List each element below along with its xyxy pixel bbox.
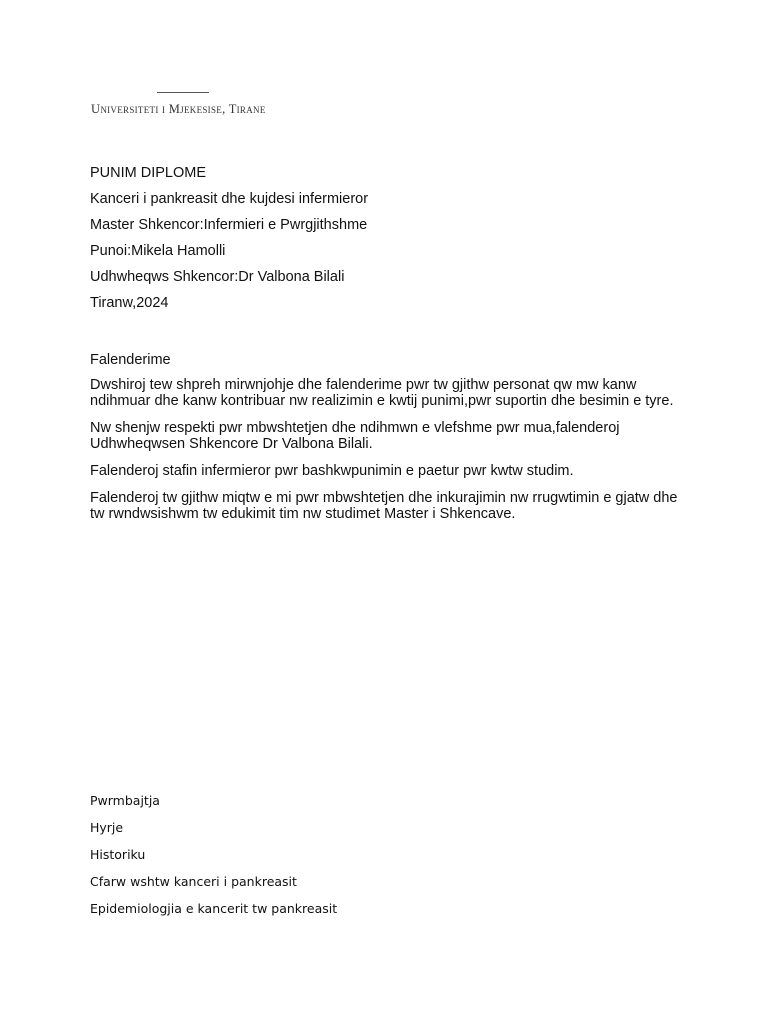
acknowledgements-heading: Falenderime	[90, 352, 171, 368]
toc-item: Historiku	[90, 847, 146, 862]
table-of-contents	[90, 787, 337, 922]
author: Punoi:Mikela Hamolli	[90, 243, 226, 259]
toc-item: Cfarw wshtw kanceri i pankreasit	[90, 874, 297, 889]
acknowledgement-paragraph: Dwshiroj tew shpreh mirwnjohje dhe falenderime pwr tw gjithw personat qw mw kanw ndihmuar dhe kanw kontribuar nw realizimin e kwtij punimi,pwr suportin dhe besimin e tyre.	[90, 377, 674, 409]
place-year: Tiranw,2024	[90, 295, 169, 311]
acknowledgement-paragraph: Nw shenjw respekti pwr mbwshtetjen dhe ndihmwn e vlefshme pwr mua,falenderoj Udhwheqwsen Shkencore Dr Valbona Bilali.	[90, 420, 620, 452]
toc-heading: Pwrmbajtja	[90, 793, 160, 808]
thesis-title: Kanceri i pankreasit dhe kujdesi infermieror	[90, 191, 369, 207]
university-logo	[91, 92, 281, 118]
degree-program: Master Shkencor:Infermieri e Pwrgjithshme	[90, 217, 368, 233]
toc-item: Hyrje	[90, 820, 124, 835]
cover-title-block	[90, 160, 690, 316]
acknowledgement-paragraph: Falenderoj tw gjithw miqtw e mi pwr mbwshtetjen dhe inkurajimin nw rrugwtimin e gjatw dhe tw rwndwsishwm tw edukimit tim nw studimet Master i Shkencave.	[90, 490, 678, 522]
acknowledgements-body	[90, 377, 680, 533]
logo-text: Universiteti i Mjekesise, Tirane	[91, 102, 266, 116]
acknowledgement-paragraph: Falenderoj stafin infermieror pwr bashkwpunimin e paetur pwr kwtw studim.	[90, 463, 574, 479]
supervisor: Udhwheqws Shkencor:Dr Valbona Bilali	[90, 269, 345, 285]
logo-rule	[157, 92, 209, 93]
toc-item: Epidemiologjia e kancerit tw pankreasit	[90, 901, 338, 916]
thesis-type: PUNIM DIPLOME	[90, 165, 207, 181]
